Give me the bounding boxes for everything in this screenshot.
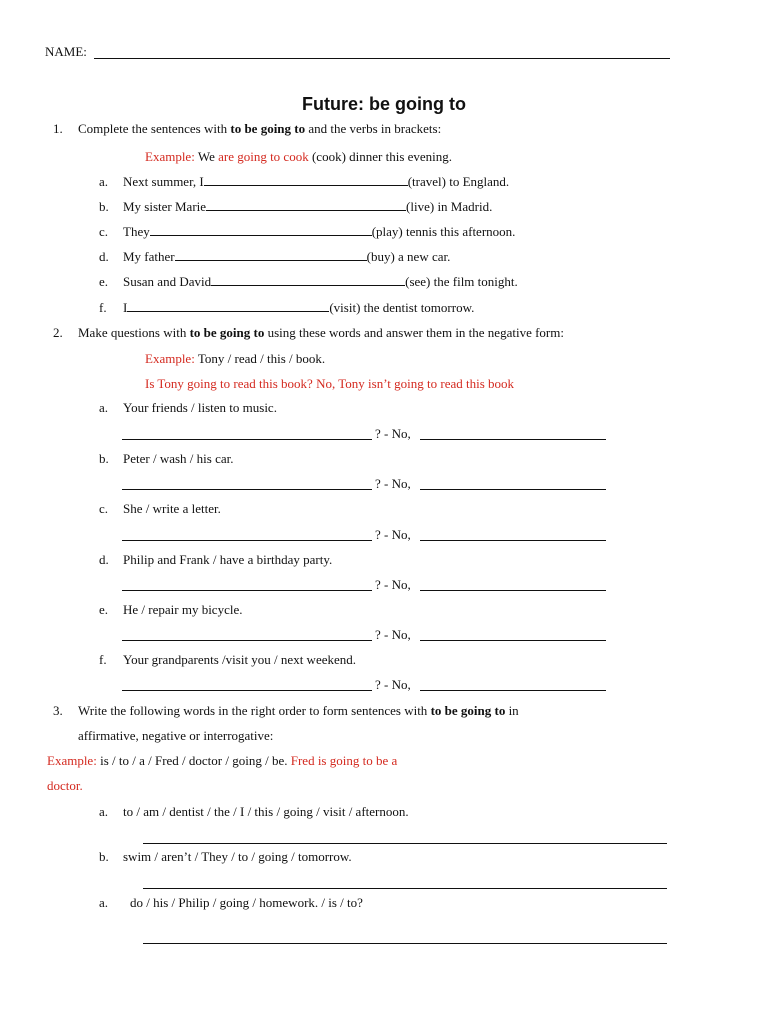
answer-field[interactable] <box>420 640 606 641</box>
name-label: NAME: <box>45 44 87 59</box>
answer-blank[interactable] <box>127 300 329 312</box>
answer-field[interactable] <box>420 590 606 591</box>
s2-item-prompt: Your friends / listen to music. <box>123 400 277 415</box>
s2-item-letter: b. <box>99 451 109 466</box>
question-field[interactable] <box>122 640 372 641</box>
answer-field[interactable] <box>420 439 606 440</box>
answer-blank[interactable] <box>211 274 405 286</box>
s2-item-letter: d. <box>99 552 109 567</box>
section3-instruction: Write the following words in the right order to form sentences with to be going to in <box>78 703 519 718</box>
question-field[interactable] <box>122 690 372 691</box>
s3-item-letter: a. <box>99 895 109 910</box>
section3-example-answer-cont: doctor. <box>47 778 83 793</box>
section1-example: Example: We are going to cook (cook) dinner this evening. <box>145 149 453 164</box>
s3-item-letter: b. <box>99 849 109 864</box>
sentence-answer-field[interactable] <box>143 888 667 889</box>
s2-item-prompt: Peter / wash / his car. <box>123 451 234 466</box>
s1-item-letter: c. <box>99 224 109 239</box>
answer-blank[interactable] <box>150 224 372 236</box>
s1-item-e: Susan and David (see) the film tonight. <box>123 274 518 289</box>
answer-field[interactable] <box>420 540 606 541</box>
section3-instruction-line2: affirmative, negative or interrogative: <box>78 728 274 743</box>
s2-item-letter: c. <box>99 501 109 516</box>
s2-item-prompt: Your grandparents /visit you / next weekend. <box>123 652 357 667</box>
s3-item-prompt: to / am / dentist / the / I / this / going / visit / afternoon. <box>123 804 409 819</box>
answer-separator: ? - No, <box>375 527 411 542</box>
s2-item-prompt: Philip and Frank / have a birthday party. <box>123 552 333 567</box>
sentence-answer-field[interactable] <box>143 943 667 944</box>
s1-item-letter: b. <box>99 199 109 214</box>
s3-item-letter: a. <box>99 804 109 819</box>
section3-number: 3. <box>53 703 63 718</box>
question-field[interactable] <box>122 540 372 541</box>
s1-item-letter: d. <box>99 249 109 264</box>
s1-item-a: Next summer, I (travel) to England. <box>123 174 510 189</box>
section2-instruction: Make questions with to be going to using these words and answer them in the negative form: <box>78 325 564 340</box>
answer-separator: ? - No, <box>375 426 411 441</box>
answer-blank[interactable] <box>175 249 367 261</box>
name-field[interactable] <box>94 58 670 59</box>
section3-example: Example: is / to / a / Fred / doctor / going / be. Fred is going to be a <box>47 753 398 768</box>
section2-example: Example: Tony / read / this / book. <box>145 351 326 366</box>
s2-item-letter: f. <box>99 652 107 667</box>
question-field[interactable] <box>122 439 372 440</box>
s2-item-letter: a. <box>99 400 109 415</box>
answer-separator: ? - No, <box>375 577 411 592</box>
s1-item-letter: a. <box>99 174 109 189</box>
answer-field[interactable] <box>420 690 606 691</box>
s2-item-prompt: He / repair my bicycle. <box>123 602 243 617</box>
s3-item-prompt: swim / aren’t / They / to / going / tomorrow. <box>123 849 352 864</box>
section2-number: 2. <box>53 325 63 340</box>
question-field[interactable] <box>122 489 372 490</box>
answer-field[interactable] <box>420 489 606 490</box>
s3-item-prompt: do / his / Philip / going / homework. / is / to? <box>130 895 363 910</box>
answer-separator: ? - No, <box>375 627 411 642</box>
s2-item-prompt: She / write a letter. <box>123 501 221 516</box>
section1-number: 1. <box>53 121 63 136</box>
s2-item-letter: e. <box>99 602 109 617</box>
s1-item-letter: f. <box>99 300 107 315</box>
s1-item-f: I (visit) the dentist tomorrow. <box>123 300 475 315</box>
answer-separator: ? - No, <box>375 476 411 491</box>
answer-blank[interactable] <box>204 174 408 186</box>
question-field[interactable] <box>122 590 372 591</box>
section2-example-answer: Is Tony going to read this book? No, Tony isn’t going to read this book <box>145 376 515 391</box>
s1-item-d: My father (buy) a new car. <box>123 249 451 264</box>
section1-instruction: Complete the sentences with to be going to and the verbs in brackets: <box>78 121 442 136</box>
answer-separator: ? - No, <box>375 677 411 692</box>
page-title: Future: be going to <box>302 94 466 114</box>
s1-item-b: My sister Marie (live) in Madrid. <box>123 199 493 214</box>
sentence-answer-field[interactable] <box>143 843 667 844</box>
answer-blank[interactable] <box>206 199 406 211</box>
s1-item-c: They (play) tennis this afternoon. <box>123 224 516 239</box>
s1-item-letter: e. <box>99 274 109 289</box>
